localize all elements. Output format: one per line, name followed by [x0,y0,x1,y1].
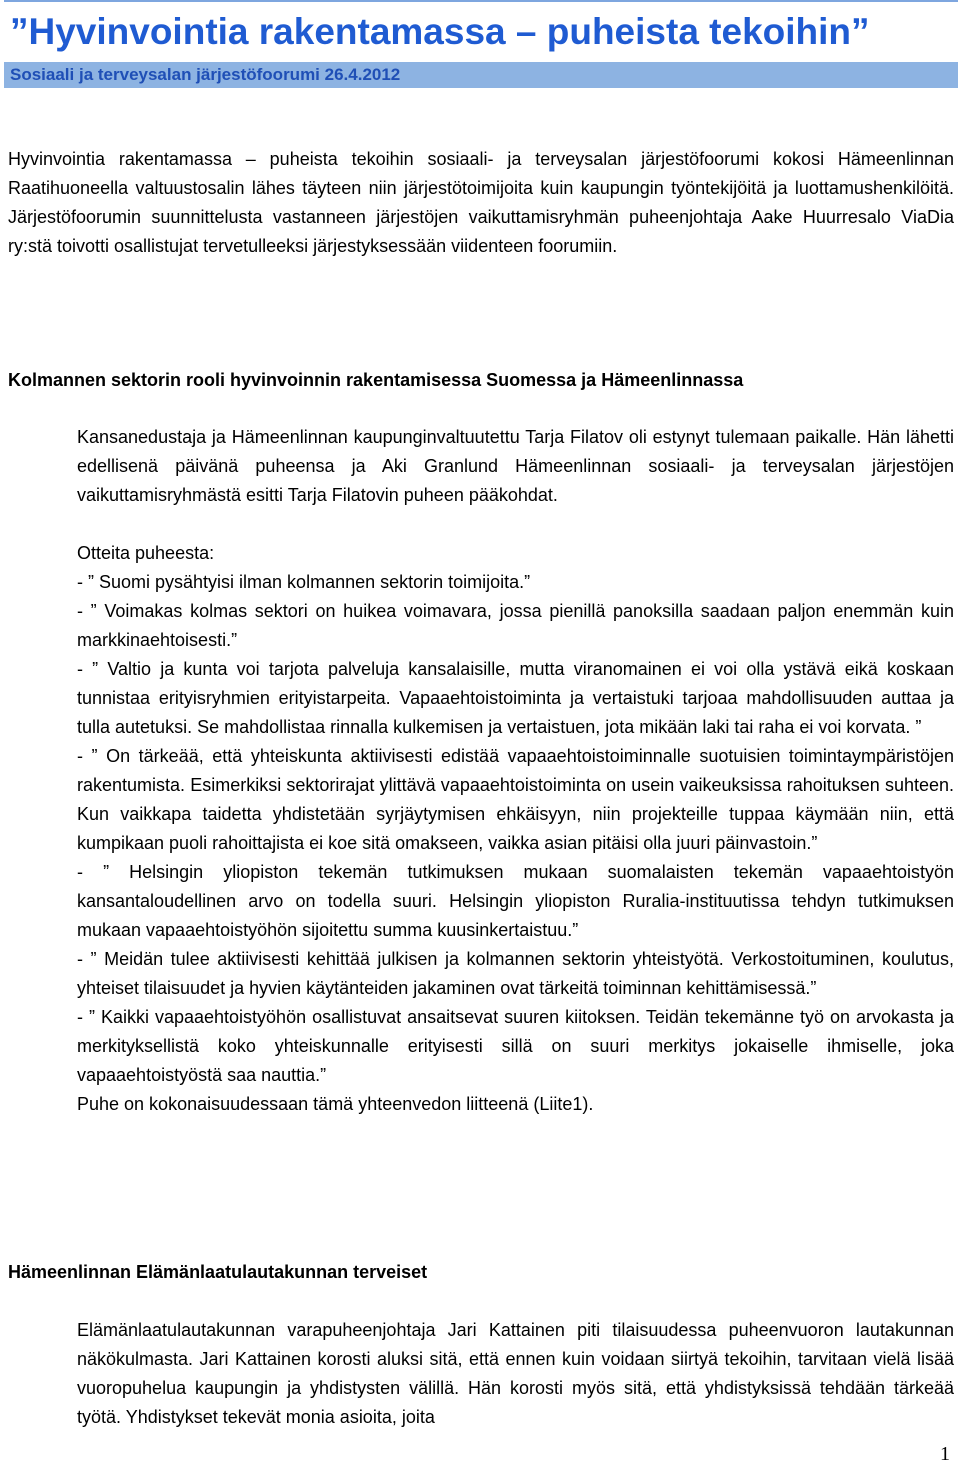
quote-item: - ” Valtio ja kunta voi tarjota palveluja kansalaisille, mutta viranomainen ei voi olla ystävä eikä koskaan tunnistaa erityisryhmien erityistarpeita. Vapaaehtoistoiminta ja vertaistuki tarjoaa mahdollisuuden auttaa ja tulla autetuksi. Se mahdollistaa rinnalla kulkemisen ja vertaistuen, jota mikään laki tai raha ei voi korvata. ” [77,659,954,737]
page-number: 1 [940,1443,950,1465]
title-band [4,0,958,62]
kattainen-paragraph: Elämänlaatulautakunnan varapuheenjohtaja Jari Kattainen piti tilaisuudessa puheenvuoron lautakunnan näkökulmasta. Jari Kattainen korosti aluksi sitä, että ennen kuin voidaan siirtyä tekoihin, tarvitaan vielä lisää vuoropuhelua kaupungin ja yhdistysten välillä. Hän korosti myös sitä, että yhdistyksissä tehdään tärkeää työtä. Yhdistykset tekevät monia asioita, joita [77,1320,954,1427]
quote-item: - ” Meidän tulee aktiivisesti kehittää julkisen ja kolmannen sektorin yhteistyötä. Verkostoituminen, koulutus, yhteiset tilaisuudet ja hyvien käytänteiden jakaminen ovat tärkeitä toiminnan kehittämisessä.” [77,949,954,998]
section-heading-third-sector: Kolmannen sektorin rooli hyvinvoinnin rakentamisessa Suomessa ja Hämeenlinnassa [8,370,744,390]
subtitle-band [4,62,958,88]
filatov-paragraph: Kansanedustaja ja Hämeenlinnan kaupunginvaltuutettu Tarja Filatov oli estynyt tulemaan paikalle. Hän lähetti edellisenä päivänä puheensa ja Aki Granlund Hämeenlinnan sosiaali- ja terveysalan järjestöjen vaikuttamisryhmästä esitti Tarja Filatovin puheen pääkohdat. [77,427,954,505]
quote-item: - ” Voimakas kolmas sektori on huikea voimavara, jossa pienillä panoksilla saadaan paljon enemmän kuin markkinaehtoisesti.” [77,601,954,650]
speech-quotes [77,539,954,1119]
section-heading-elamanlaatu: Hämeenlinnan Elämänlaatulautakunnan terveiset [8,1262,428,1282]
intro-paragraph: Hyvinvointia rakentamassa – puheista tekoihin sosiaali- ja terveysalan järjestöfoorumi kokosi Hämeenlinnan Raatihuoneella valtuustosalin lähes täyteen niin järjestötoimijoita kuin kaupungin työntekijöitä ja luottamushenkilöitä. Järjestöfoorumin suunnittelusta vastanneen järjestöjen vaikuttamisryhmän puheenjohtaja Aake Huurresalo ViaDia ry:stä toivotti osallistujat tervetulleeksi järjestyksessään viidenteen foorumiin. [8,149,954,256]
document-title: ”Hyvinvointia rakentamassa – puheista tekoihin” [10,11,870,52]
quote-item: - ” Suomi pysähtyisi ilman kolmannen sektorin toimijoita.” [77,572,531,592]
quote-item: - ” On tärkeää, että yhteiskunta aktiivisesti edistää vapaaehtoistoiminnalle suotuisien toimintaympäristöjen rakentumista. Esimerkiksi sektorirajat ylittävä vapaaehtoistoiminta on usein vaikeuksissa rahoituksen suhteen. Kun vaikkapa taidetta yhdistetään syrjäytymisen ehkäisyyn, niin projekteille tuppaa käymään niin, että kumpikaan puoli rahoittajista ei koe sitä omakseen, vaikka asian pitäisi olla juuri päinvastoin.” [77,746,954,853]
quotes-label: Otteita puheesta: [77,543,215,563]
quote-item: - ” Kaikki vapaaehtoistyöhön osallistuvat ansaitsevat suuren kiitoksen. Teidän tekemänne työ on arvokasta ja merkityksellistä koko yhteiskunnalle erityisesti sillä on suuri merkitys jokaiselle ihmiselle, joka vapaaehtoistyöstä saa nauttia.” [77,1007,954,1085]
document-header [4,0,958,86]
quote-item: - ” Helsingin yliopiston tekemän tutkimuksen mukaan suomalaisten tekemän vapaaehtoistyön kansantaloudellinen arvo on todella suuri. Helsingin yliopiston Ruralia-instituutissa tehdyn tutkimuksen mukaan vapaaehtoistyöhön sijoitettu summa kuusinkertaistuu.” [77,862,954,940]
closing-line: Puhe on kokonaisuudessaan tämä yhteenvedon liitteenä (Liite1). [77,1094,594,1114]
document-subtitle: Sosiaali ja terveysalan järjestöfoorumi 26.4.2012 [10,65,401,84]
